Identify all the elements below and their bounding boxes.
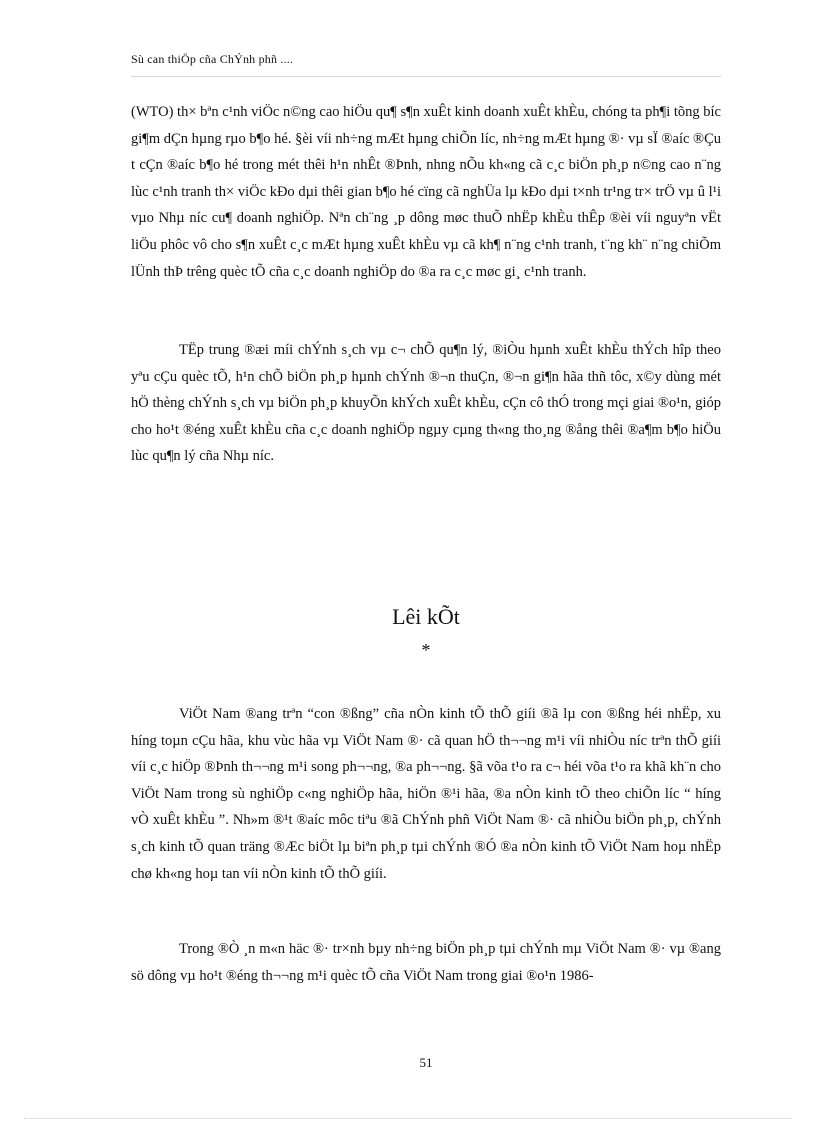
body-paragraph: Trong ®Ò ¸n m«n häc ®· tr×nh bµy nh÷ng biÖn ph¸p tµi chÝnh mµ ViÖt Nam ®· vµ ®ang sö dông vµ ho¹t ®éng th¬¬ng m¹i quèc tÕ cña ViÖt Nam trong giai ®o¹n 1986-	[131, 941, 721, 984]
page-edge-divider	[24, 1118, 792, 1119]
body-paragraph: ViÖt Nam ®ang trªn “con ®ßng” cña nÒn kinh tÕ thÕ giíi ®ã lµ con ®ßng héi nhËp, xu híng toµn cÇu hãa, khu vùc hãa vµ ViÖt Nam ®· cã quan hÖ th¬¬ng m¹i víi nhiÒu níc trªn thÕ giíi víi c¸c hiÖp ®Þnh th¬¬ng m¹i song ph¬¬ng, ®a ph¬¬ng. §ã võa t¹o ra c¬ héi võa t¹o ra khã kh¨n cho ViÖt Nam trong sù nghiÖp c«ng nghiÖp hãa, hiÖn ®¹i hãa, ®a nÒn kinh tÕ theo chiÕn líc “ híng vÒ xuÊt khÈu ”. Nh»m ®¹t ®aíc môc tiªu ®ã ChÝnh phñ ViÖt Nam ®· cã nhiÒu biÖn ph¸p, chÝnh s¸ch kinh tÕ quan träng ®Æc biÖt lµ biªn ph¸p tµi chÝnh ®Ó ®a nÒn kinh tÕ ViÖt Nam hoµ nhËp chø kh«ng hoµ tan víi nÒn kinh tÕ thÕ giíi.	[131, 706, 721, 882]
body-paragraph: (WTO) th× bªn c¹nh viÖc n©ng cao hiÖu qu¶ s¶n xuÊt kinh doanh xuÊt khÈu, chóng ta ph¶i tõng bíc gi¶m dÇn hµng rµo b¶o hé. §èi víi nh÷ng mÆt hµng chiÕn líc, nh÷ng mÆt hµng ®· vµ sÏ ®aíc ®Çu t cÇn ®aíc b¶o hé trong mét thêi h¹n nhÊt ®Þnh, nhng nÕu kh«ng cã c¸c biÖn ph¸p n©ng cao n¨ng lùc c¹nh tranh th× viÖc kÐo dµi thêi gian b¶o hé cïng cã nghÜa lµ kÐo dµi t×nh tr¹ng tr× trÖ vµ û l¹i vµo Nhµ níc cu¶ doanh nghiÖp. Nªn ch¨ng ¸p dông møc thuÕ nhËp khÈu thÊp ®èi víi nguyªn vËt liÖu phôc vô cho s¶n xuÊt c¸c mÆt hµng xuÊt khÈu vµ cã kh¶ n¨ng c¹nh tranh, t¨ng kh¨ n¨ng chiÕm lÜnh thÞ trêng quèc tÕ cña c¸c doanh nghiÖp do ®a ra c¸c møc gi¸ c¹nh tranh.	[131, 104, 721, 280]
header-divider	[131, 76, 721, 77]
page-header: Sù can thiÖp cña ChÝnh phñ ....	[131, 52, 294, 66]
body-paragraph: TËp trung ®æi míi chÝnh s¸ch vµ c¬ chÕ qu¶n lý, ®iÒu hµnh xuÊt khÈu thÝch hîp theo yªu cÇu quèc tÕ, h¹n chÕ biÖn ph¸p hµnh chÝnh ®¬n thuÇn, ®¬n gi¶n hãa thñ tôc, x©y dùng mét hÖ thèng chÝnh s¸ch vµ biÖn ph¸p khuyÕn khÝch xuÊt khÈu, cÇn cô thÓ trong mçi giai ®o¹n, gióp cho ho¹t ®éng xuÊt khÈu cña c¸c doanh nghiÖp ngµy cµng th«ng tho¸ng ®ång thêi ®a¶m b¶o hiÖu lùc qu¶n lý cña Nhµ níc.	[131, 342, 721, 465]
section-mark: *	[421, 640, 431, 660]
section-title: Lêi kÕt	[392, 604, 460, 629]
page-number: 51	[419, 1055, 433, 1070]
